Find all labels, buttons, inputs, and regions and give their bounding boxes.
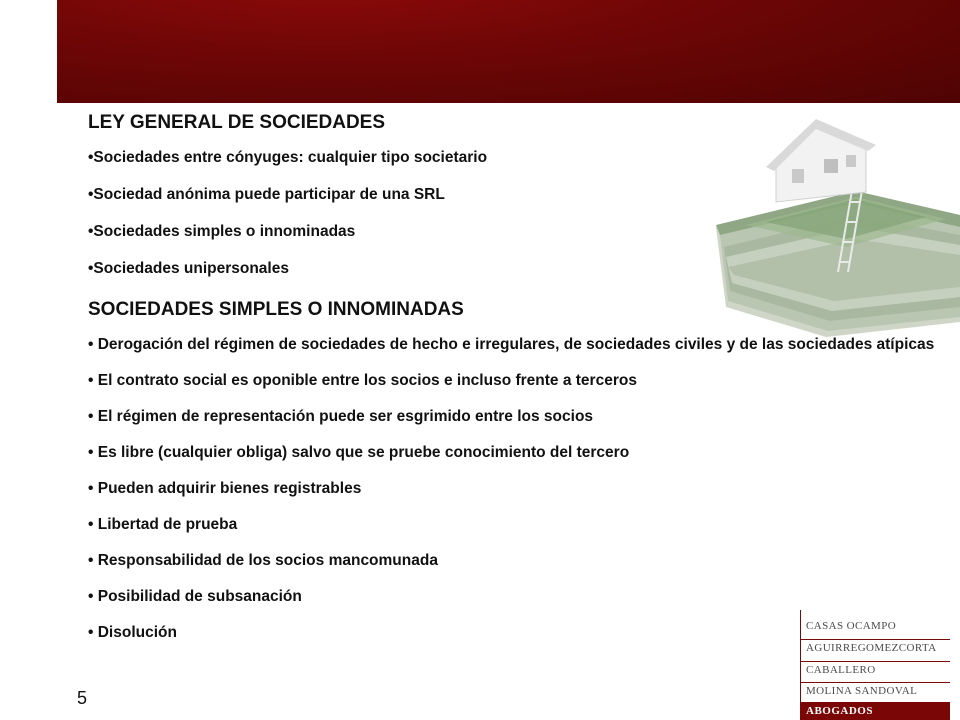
list-item: • Derogación del régimen de sociedades de hecho e irregulares, de sociedades civiles y de las sociedades atípicas	[88, 336, 935, 353]
list-item: • Es libre (cualquier obliga) salvo que se pruebe conocimiento del tercero	[88, 444, 630, 461]
list-item: •Sociedades unipersonales	[88, 260, 289, 277]
list-item: • Posibilidad de subsanación	[88, 588, 302, 605]
section-title: LEY GENERAL DE SOCIEDADES	[88, 112, 386, 133]
bullet-list	[88, 148, 938, 279]
list-item: •Sociedades simples o innominadas	[88, 223, 356, 240]
page-number: 5	[77, 688, 88, 708]
section-sociedades-simples	[88, 299, 938, 643]
firm-line: MOLINA SANDOVAL	[806, 685, 918, 697]
list-item: •Sociedades entre cónyuges: cualquier tipo societario	[88, 149, 488, 166]
list-item: •Sociedad anónima puede participar de una SRL	[88, 186, 445, 203]
divider	[800, 661, 950, 662]
list-item: • Responsabilidad de los socios mancomunada	[88, 552, 438, 569]
divider	[800, 682, 950, 683]
firm-line: CASAS OCAMPO	[806, 620, 897, 632]
section-title: SOCIEDADES SIMPLES O INNOMINADAS	[88, 299, 464, 320]
law-firm-logo	[800, 610, 950, 720]
firm-footer	[800, 702, 950, 720]
list-item: • El contrato social es oponible entre los socios e incluso frente a terceros	[88, 372, 637, 389]
slide-content	[88, 112, 938, 659]
firm-line: CABALLERO	[806, 664, 876, 676]
list-item: • Libertad de prueba	[88, 516, 238, 533]
firm-footer-text: ABOGADOS	[806, 705, 873, 717]
section-ley-general	[88, 112, 938, 279]
list-item: • El régimen de representación puede ser esgrimido entre los socios	[88, 408, 594, 425]
list-item: • Pueden adquirir bienes registrables	[88, 480, 362, 497]
firm-line: AGUIRREGOMEZCORTA	[806, 642, 937, 654]
header-band	[57, 0, 960, 103]
list-item: • Disolución	[88, 624, 177, 641]
divider	[800, 639, 950, 640]
bullet-list	[88, 335, 938, 643]
